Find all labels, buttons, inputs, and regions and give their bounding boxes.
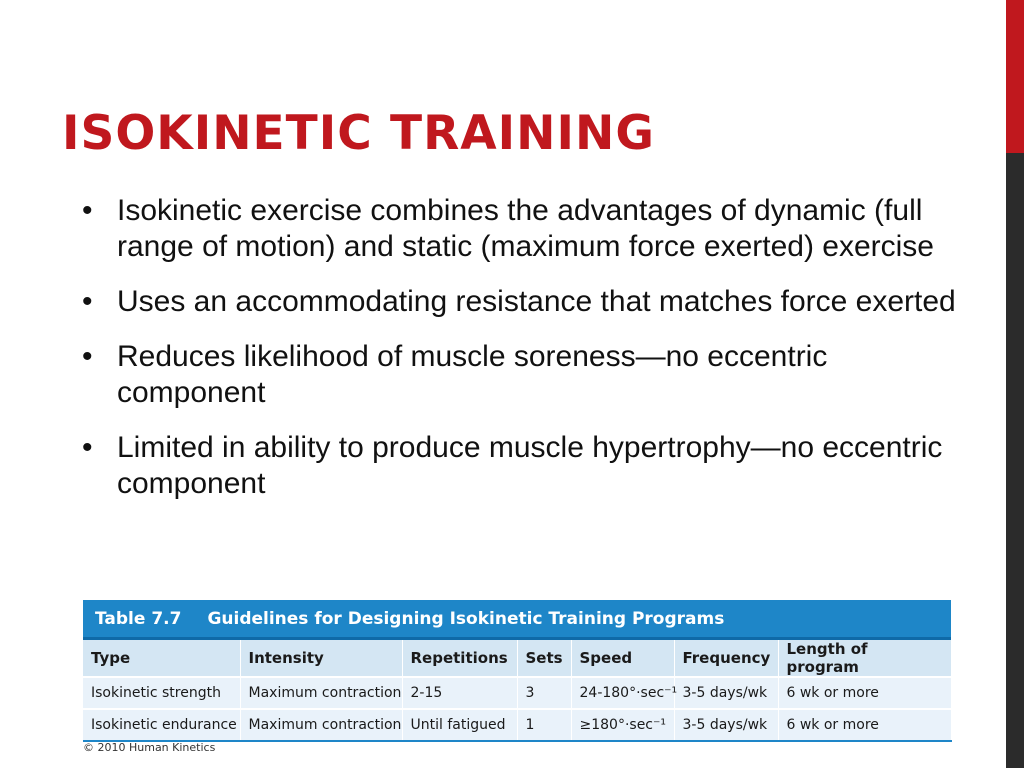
guidelines-table — [83, 640, 952, 742]
bullet-glyph: • — [82, 194, 93, 227]
cell-speed: 24-180°·sec⁻¹ — [571, 677, 674, 709]
header-sets: Sets — [517, 640, 571, 677]
cell-length: 6 wk or more — [778, 709, 951, 741]
header-speed: Speed — [571, 640, 674, 677]
table-row — [83, 677, 951, 709]
table-number: Table 7.7 — [95, 608, 182, 629]
cell-type: Isokinetic endurance — [83, 709, 240, 741]
table-figure — [83, 600, 951, 742]
copyright-credit: © 2010 Human Kinetics — [83, 741, 216, 754]
table-caption — [83, 600, 951, 640]
cell-sets: 3 — [517, 677, 571, 709]
cell-length: 6 wk or more — [778, 677, 951, 709]
cell-repetitions: 2-15 — [402, 677, 517, 709]
header-intensity: Intensity — [240, 640, 402, 677]
bullet-text: Uses an accommodating resistance that matches force exerted — [117, 285, 956, 318]
accent-bar-red — [1006, 0, 1024, 153]
table-caption-text: Guidelines for Designing Isokinetic Training Programs — [207, 608, 725, 629]
cell-intensity: Maximum contraction — [240, 709, 402, 741]
bullet-text: Limited in ability to produce muscle hypertrophy—no eccentric component — [117, 431, 943, 500]
cell-intensity: Maximum contraction — [240, 677, 402, 709]
header-type: Type — [83, 640, 240, 677]
bullet-item — [76, 430, 976, 502]
accent-bar-dark — [1006, 153, 1024, 768]
bullet-item — [76, 339, 976, 411]
bullet-glyph: • — [82, 285, 93, 318]
bullet-glyph: • — [82, 431, 93, 464]
bullet-text: Isokinetic exercise combines the advantages of dynamic (full range of motion) and static (maximum force exerted) exercise — [117, 194, 934, 263]
cell-sets: 1 — [517, 709, 571, 741]
bullet-glyph: • — [82, 340, 93, 373]
cell-speed: ≥180°·sec⁻¹ — [571, 709, 674, 741]
bullet-list — [76, 193, 976, 521]
slide-title: ISOKINETIC TRAINING — [62, 106, 655, 161]
table-header-row — [83, 640, 951, 677]
header-frequency: Frequency — [674, 640, 778, 677]
cell-type: Isokinetic strength — [83, 677, 240, 709]
cell-repetitions: Until fatigued — [402, 709, 517, 741]
cell-frequency: 3-5 days/wk — [674, 677, 778, 709]
cell-frequency: 3-5 days/wk — [674, 709, 778, 741]
bullet-item — [76, 284, 976, 320]
header-repetitions: Repetitions — [402, 640, 517, 677]
bullet-item — [76, 193, 976, 265]
bullet-text: Reduces likelihood of muscle soreness—no eccentric component — [117, 340, 828, 409]
table-row — [83, 709, 951, 741]
header-length: Length of program — [778, 640, 951, 677]
